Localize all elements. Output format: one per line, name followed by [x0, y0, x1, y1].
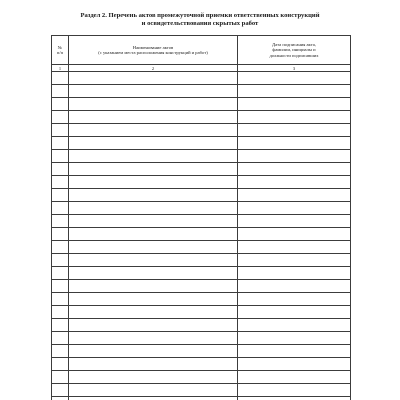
cell-number	[52, 267, 69, 280]
table-row	[52, 319, 351, 332]
header-act-name-line-1: Наименование актов	[132, 44, 174, 50]
cell-signing	[238, 189, 351, 202]
cell-signing	[238, 163, 351, 176]
cell-signing	[238, 384, 351, 397]
cell-act-name	[69, 163, 238, 176]
header-act-name	[69, 36, 238, 65]
cell-number	[52, 137, 69, 150]
cell-number	[52, 176, 69, 189]
cell-signing	[238, 176, 351, 189]
header-signing-line-2: фамилии, инициалы и	[272, 47, 316, 53]
table-row	[52, 345, 351, 358]
cell-act-name	[69, 293, 238, 306]
cell-act-name	[69, 306, 238, 319]
table-header-row	[52, 36, 351, 65]
column-number-3: 3	[238, 65, 351, 72]
table-row	[52, 137, 351, 150]
cell-number	[52, 397, 69, 400]
acts-table	[51, 35, 351, 400]
cell-number	[52, 189, 69, 202]
cell-act-name	[69, 267, 238, 280]
table-row	[52, 280, 351, 293]
cell-signing	[238, 85, 351, 98]
cell-signing	[238, 254, 351, 267]
header-signing	[238, 36, 351, 65]
cell-signing	[238, 111, 351, 124]
table-row	[52, 163, 351, 176]
cell-signing	[238, 72, 351, 85]
section-title-line-1: Раздел 2. Перечень актов промежуточной приемки ответственных конструкций	[80, 12, 320, 19]
cell-act-name	[69, 371, 238, 384]
cell-signing	[238, 228, 351, 241]
table-row	[52, 150, 351, 163]
cell-signing	[238, 280, 351, 293]
cell-number	[52, 215, 69, 228]
cell-signing	[238, 371, 351, 384]
cell-act-name	[69, 319, 238, 332]
cell-number	[52, 150, 69, 163]
cell-number	[52, 202, 69, 215]
cell-number	[52, 293, 69, 306]
cell-act-name	[69, 111, 238, 124]
acts-table-body	[52, 72, 351, 400]
cell-signing	[238, 241, 351, 254]
cell-signing	[238, 345, 351, 358]
cell-signing	[238, 267, 351, 280]
cell-number	[52, 358, 69, 371]
section-title	[0, 12, 400, 28]
cell-act-name	[69, 72, 238, 85]
table-row	[52, 72, 351, 85]
table-row	[52, 371, 351, 384]
cell-signing	[238, 306, 351, 319]
cell-signing	[238, 202, 351, 215]
section-title-line-2: и освидетельствования скрытых работ	[141, 20, 259, 27]
cell-act-name	[69, 124, 238, 137]
table-row	[52, 306, 351, 319]
table-row	[52, 111, 351, 124]
cell-number	[52, 371, 69, 384]
table-row	[52, 241, 351, 254]
cell-act-name	[69, 397, 238, 400]
cell-number	[52, 241, 69, 254]
cell-act-name	[69, 137, 238, 150]
header-number-line-2: п/п	[56, 50, 64, 55]
cell-act-name	[69, 176, 238, 189]
table-row	[52, 189, 351, 202]
cell-number	[52, 332, 69, 345]
cell-act-name	[69, 384, 238, 397]
cell-number	[52, 254, 69, 267]
cell-number	[52, 85, 69, 98]
cell-number	[52, 280, 69, 293]
cell-signing	[238, 124, 351, 137]
cell-signing	[238, 215, 351, 228]
cell-signing	[238, 358, 351, 371]
table-row	[52, 124, 351, 137]
table-row	[52, 215, 351, 228]
header-signing-line-1: Дата подписания акта,	[272, 41, 316, 47]
cell-act-name	[69, 189, 238, 202]
column-number-1: 1	[52, 65, 69, 72]
header-signing-line-3: должности подписавших	[269, 52, 319, 58]
cell-number	[52, 306, 69, 319]
cell-number	[52, 163, 69, 176]
cell-number	[52, 98, 69, 111]
header-number	[52, 36, 69, 65]
cell-signing	[238, 397, 351, 400]
header-number-line-1: №	[57, 44, 63, 50]
cell-signing	[238, 332, 351, 345]
table-row	[52, 293, 351, 306]
cell-act-name	[69, 254, 238, 267]
cell-act-name	[69, 150, 238, 163]
cell-act-name	[69, 332, 238, 345]
cell-number	[52, 384, 69, 397]
cell-signing	[238, 98, 351, 111]
header-act-name-line-2: (с указанием места расположения конструкций и работ)	[98, 50, 208, 55]
cell-act-name	[69, 228, 238, 241]
cell-act-name	[69, 215, 238, 228]
table-row	[52, 228, 351, 241]
cell-number	[52, 345, 69, 358]
table-row	[52, 358, 351, 371]
cell-signing	[238, 319, 351, 332]
cell-number	[52, 111, 69, 124]
cell-signing	[238, 137, 351, 150]
table-row	[52, 85, 351, 98]
table-row	[52, 176, 351, 189]
cell-number	[52, 228, 69, 241]
cell-act-name	[69, 358, 238, 371]
table-row	[52, 384, 351, 397]
cell-number	[52, 124, 69, 137]
cell-act-name	[69, 280, 238, 293]
cell-act-name	[69, 345, 238, 358]
table-row	[52, 267, 351, 280]
cell-signing	[238, 150, 351, 163]
table-row	[52, 397, 351, 400]
cell-act-name	[69, 85, 238, 98]
cell-number	[52, 72, 69, 85]
cell-act-name	[69, 98, 238, 111]
table-row	[52, 254, 351, 267]
table-row	[52, 332, 351, 345]
column-number-row	[52, 65, 351, 72]
column-number-2: 2	[69, 65, 238, 72]
cell-act-name	[69, 202, 238, 215]
cell-act-name	[69, 241, 238, 254]
table-row	[52, 202, 351, 215]
cell-number	[52, 319, 69, 332]
cell-signing	[238, 293, 351, 306]
table-row	[52, 98, 351, 111]
